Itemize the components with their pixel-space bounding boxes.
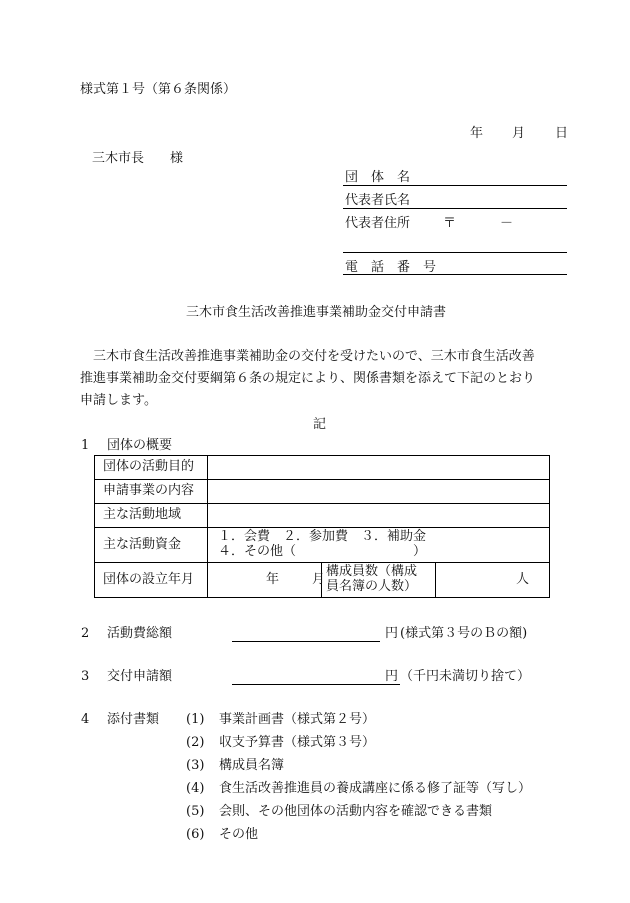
phone-line[interactable]: [343, 274, 567, 275]
overview-row-funds: [95, 528, 550, 563]
funds-line-2: ４．その他（ ）: [218, 544, 427, 559]
area-cell[interactable]: [208, 504, 550, 528]
attachment-text-5: 会則、その他団体の活動内容を確認できる書類: [219, 804, 493, 819]
date-day: 日: [555, 126, 569, 141]
total-cost-line[interactable]: [232, 641, 380, 642]
founded-month: 月: [312, 572, 326, 587]
group-name-label: 団 体 名: [345, 170, 411, 185]
attachment-num-6: (6): [186, 827, 205, 842]
address-line[interactable]: [343, 252, 567, 253]
body-line-1: 三木市食生活改善推進事業補助金の交付を受けたいので、三木市食生活改善: [93, 349, 535, 364]
content-cell[interactable]: [208, 480, 550, 504]
rep-name-line[interactable]: [343, 208, 567, 209]
attachment-text-4: 食生活改善推進員の養成講座に係る修了証等（写し）: [219, 781, 532, 796]
date-month: 月: [512, 126, 526, 141]
overview-row-purpose: [95, 456, 550, 480]
content-label: 申請事業の内容: [95, 480, 208, 504]
attachment-text-6: その他: [219, 827, 259, 842]
section-2-title: 活動費総額: [107, 626, 173, 641]
attachment-text-2: 収支予算書（様式第３号）: [219, 735, 376, 750]
members-label-line-1: 構成員数（構成: [326, 564, 418, 580]
members-label-line-2: 員名簿の人数）: [326, 579, 418, 594]
section-2-note: (様式第３号のＢの額): [400, 626, 528, 641]
founded-cell[interactable]: [208, 563, 326, 598]
rep-name-label: 代表者氏名: [345, 193, 411, 208]
members-unit: 人: [515, 572, 529, 587]
request-amount-line[interactable]: [232, 684, 400, 685]
section-1-num: 1: [81, 438, 90, 453]
group-name-line[interactable]: [343, 185, 567, 186]
area-label: 主な活動地域: [95, 504, 208, 528]
attachment-text-3: 構成員名簿: [219, 758, 285, 773]
attachment-num-4: (4): [186, 781, 205, 796]
form-id: 様式第１号（第６条関係）: [80, 82, 237, 97]
section-3-title: 交付申請額: [107, 669, 173, 684]
attachment-num-2: (2): [186, 735, 205, 750]
overview-table: [94, 455, 550, 598]
purpose-cell[interactable]: [208, 456, 550, 480]
funds-cell[interactable]: [208, 528, 550, 563]
funds-line-1: １．会費 ２．参加費 ３．補助金: [218, 529, 427, 545]
funds-label: 主な活動資金: [95, 528, 208, 563]
attachment-num-3: (3): [186, 758, 205, 773]
section-3-note: （千円未満切り捨て）: [400, 669, 531, 684]
date-year: 年: [470, 126, 484, 141]
purpose-label: 団体の活動目的: [95, 456, 208, 480]
attachment-num-5: (5): [186, 804, 205, 819]
section-4-num: 4: [81, 712, 90, 727]
overview-row-content: [95, 480, 550, 504]
addressee: 三木市長 様: [92, 151, 184, 166]
document-title: 三木市食生活改善推進事業補助金交付申請書: [186, 305, 447, 320]
attachment-text-1: 事業計画書（様式第２号）: [219, 712, 376, 727]
rep-address-label: 代表者住所: [345, 216, 411, 231]
members-cell[interactable]: [436, 563, 550, 598]
phone-label: 電 話 番 号: [345, 260, 437, 275]
section-1-title: 団体の概要: [107, 438, 173, 453]
postal-mark: 〒: [443, 216, 457, 231]
section-2-unit: 円: [385, 626, 399, 641]
founded-label: 団体の設立年月: [95, 563, 208, 598]
members-label: [322, 563, 436, 598]
postal-dash: －: [500, 216, 514, 231]
body-line-2: 推進事業補助金交付要綱第６条の規定により、関係書類を添えて下記のとおり: [80, 371, 536, 386]
overview-row-area: [95, 504, 550, 528]
section-3-num: 3: [81, 669, 90, 684]
ki-mark: 記: [313, 417, 327, 432]
overview-row-founded: [95, 563, 550, 598]
section-3-unit: 円: [385, 669, 399, 684]
section-2-num: 2: [81, 626, 90, 641]
section-4-title: 添付書類: [107, 712, 160, 727]
founded-year: 年: [266, 572, 280, 587]
attachment-num-1: (1): [186, 712, 205, 727]
body-line-3: 申請します。: [80, 393, 157, 408]
